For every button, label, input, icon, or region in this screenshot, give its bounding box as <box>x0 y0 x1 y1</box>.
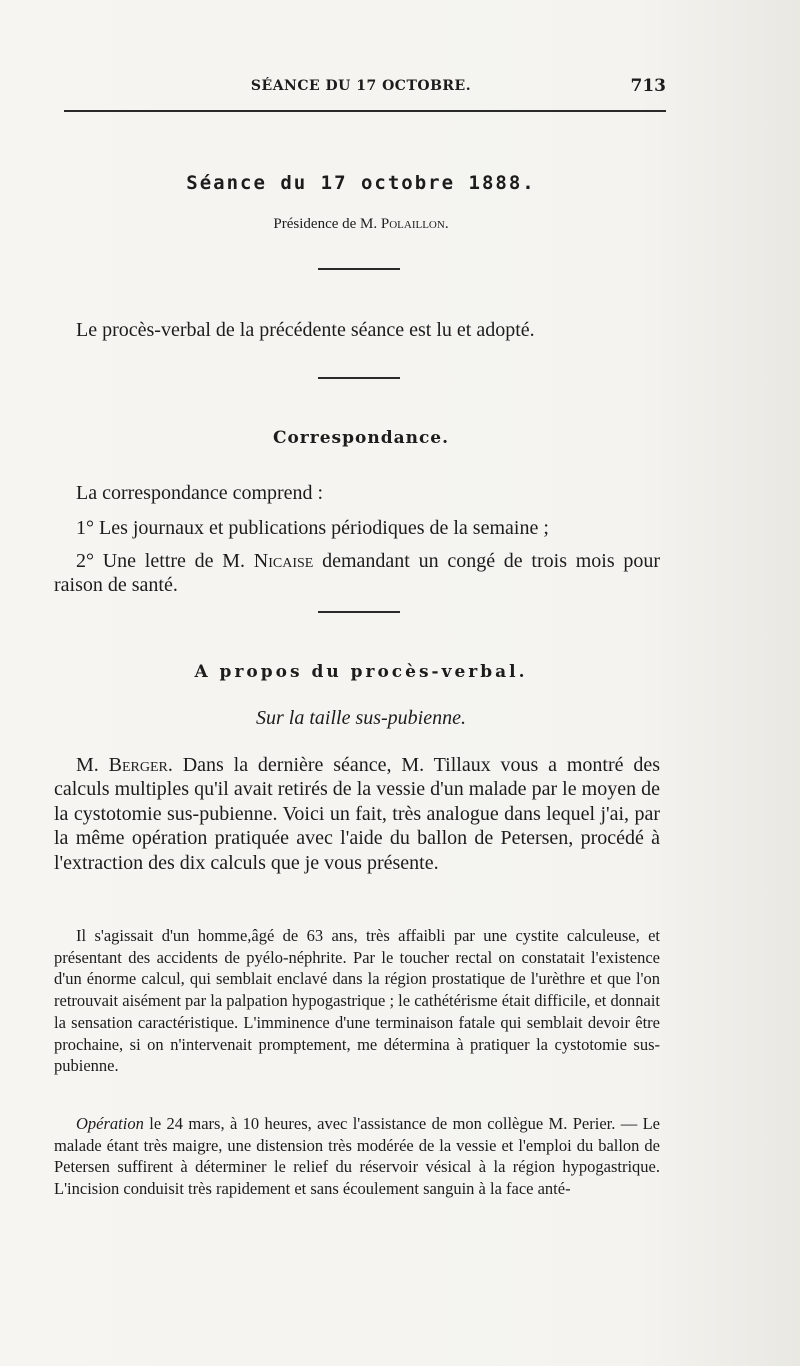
divider-rule <box>318 268 400 270</box>
correspondance-intro: La correspondance comprend : <box>76 482 324 504</box>
operation-text: le 24 mars, à 10 heures, avec l'assistance de mon collègue M. Perier. — Le malade étant très maigre, une distension très modérée de la vessie et l'emploi du ballon de Petersen suffirent à déterminer le relief du réservoir vésical à la région hypogastrique. L'incision conduisit très rapidement et sans écoulement sanguin à la face anté- <box>54 1114 661 1199</box>
header-rule <box>64 110 666 112</box>
item2-name: Nicaise <box>253 550 314 572</box>
correspondance-heading: Correspondance. <box>272 428 450 448</box>
speaker-name: Berger. <box>108 754 173 776</box>
item2-rest: demandant un congé de trois mois pour raison de santé. <box>54 550 661 597</box>
item2-prefix: 2° Une lettre de M. <box>76 550 246 572</box>
presidence-line <box>56 216 666 233</box>
case-description: Il s'agissait d'un homme,âgé de 63 ans, très affaibli par une cystite calculeuse, et présentant des accidents de pyélo-néphrite. Par le toucher rectal on constatait l'existence d'un énorme calcul, qui semblait enclavé dans la région prostatique de l'urèthre et que l'on retrouvait aisément par la palpation hypogastrique ; le cathétérisme était difficile, et donnait la sensation caractéristique. L'imminence d'une terminaison fatale qui semblait devoir être prochaine, si on n'intervenait promptement, me détermina à pratiquer la cystotomie sus-pubienne. <box>54 926 660 1076</box>
president-name: Polaillon. <box>380 216 449 232</box>
presidence-prefix: Présidence de M. <box>273 216 378 232</box>
correspondance-item-1: 1° Les journaux et publications périodiques de la semaine ; <box>76 517 549 539</box>
running-header <box>56 78 666 102</box>
berger-speech <box>54 753 660 875</box>
operation-paragraph <box>54 1113 660 1200</box>
correspondance-item-2 <box>54 549 660 598</box>
seance-title: Séance du 17 octobre 1888. <box>186 172 536 194</box>
page-number: 713 <box>630 76 666 96</box>
running-title: SÉANCE DU 17 OCTOBRE. <box>250 78 472 94</box>
divider-rule <box>318 611 400 613</box>
operation-label: Opération <box>76 1114 144 1133</box>
divider-rule <box>318 377 400 379</box>
a-propos-subheading: Sur la taille sus-pubienne. <box>256 707 466 729</box>
speech-text: Dans la dernière séance, M. Tillaux vous a montré des calculs multiples qu'il avait retirés de la vessie d'un malade par le moyen de la cystotomie sus-pubienne. Voici un fait, très analogue dans lequel j'ai, par la même opération pratiquée avec l'aide du ballon de Petersen, procédé à l'extraction des dix calculs que je vous présente. <box>54 754 661 874</box>
proces-verbal-line: Le procès-verbal de la précédente séance est lu et adopté. <box>76 319 535 341</box>
a-propos-heading: A propos du procès-verbal. <box>194 662 528 682</box>
speaker-prefix: M. <box>76 754 99 776</box>
